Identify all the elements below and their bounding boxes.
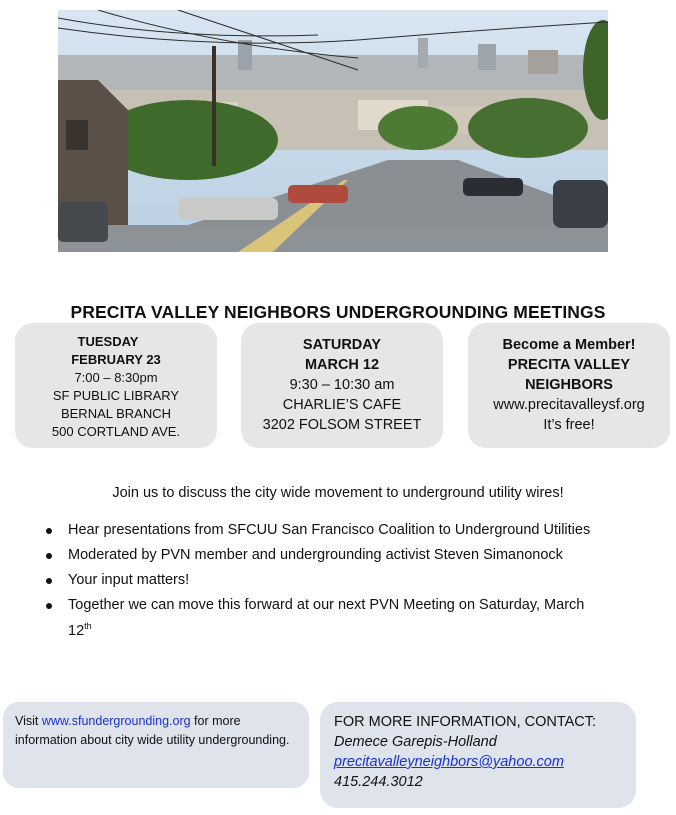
membership-note: It’s free! — [543, 417, 595, 433]
contact-name: Demece Garepis-Holland — [334, 734, 497, 750]
meeting2-date: MARCH 12 — [304, 357, 380, 373]
bullet-text: Moderated by PVN member and undergrounding activist Steven Simanonock — [68, 547, 563, 563]
meeting1-address: 500 CORTLAND AVE. — [51, 424, 181, 439]
list-item — [44, 595, 604, 642]
meeting1-date: FEBRUARY 23 — [71, 352, 161, 367]
page-title: PRECITA VALLEY NEIGHBORS UNDERGROUNDING MEETINGS — [70, 302, 606, 322]
contact-email-link[interactable]: precitavalleyneighbors@yahoo.com — [334, 754, 564, 770]
footer-info-box — [3, 702, 309, 788]
contact-phone: 415.244.3012 — [334, 774, 423, 790]
bullet-icon — [46, 528, 52, 534]
meeting2-address: 3202 FOLSOM STREET — [262, 417, 422, 433]
bullet-list — [44, 520, 604, 646]
contact-heading: FOR MORE INFORMATION, CONTACT: — [334, 714, 597, 730]
meeting2-venue: CHARLIE’S CAFE — [282, 397, 402, 413]
meeting-card-tuesday — [15, 323, 217, 448]
bullet-icon — [46, 553, 52, 559]
meeting1-branch: BERNAL BRANCH — [60, 406, 172, 421]
meeting1-day: TUESDAY — [77, 334, 139, 349]
membership-website[interactable]: www.precitavalleysf.org — [493, 397, 645, 413]
footer-visit-text: Visit — [15, 714, 42, 728]
membership-card — [468, 323, 670, 448]
membership-line2: PRECITA VALLEY — [507, 357, 631, 373]
meeting1-venue: SF PUBLIC LIBRARY — [52, 388, 180, 403]
meeting2-time: 9:30 – 10:30 am — [289, 377, 395, 393]
bullet-text: Your input matters! — [68, 572, 190, 588]
street-photo-image — [58, 10, 608, 252]
list-item — [44, 520, 604, 541]
bullet-text: Hear presentations from SFCUU San Francisco Coalition to Underground Utilities — [68, 522, 591, 538]
bullet-text: Together we can move this forward at our next PVN Meeting on Saturday, March 12 — [68, 597, 585, 639]
membership-line1: Become a Member! — [502, 337, 636, 353]
street-photo — [58, 10, 608, 252]
bullet-icon — [46, 603, 52, 609]
list-item — [44, 545, 604, 566]
footer-info-text: for more information about city wide utility undergrounding. — [15, 714, 290, 747]
sfundergrounding-link[interactable]: www.sfundergrounding.org — [41, 714, 191, 728]
ordinal-suffix: th — [84, 621, 92, 631]
membership-line3: NEIGHBORS — [525, 377, 613, 393]
meeting1-time: 7:00 – 8:30pm — [74, 370, 158, 385]
meeting2-day: SATURDAY — [302, 337, 382, 353]
contact-box — [320, 702, 636, 808]
list-item — [44, 570, 604, 591]
intro-text: Join us to discuss the city wide movement to underground utility wires! — [112, 485, 564, 501]
bullet-icon — [46, 578, 52, 584]
meeting-card-saturday — [241, 323, 443, 448]
